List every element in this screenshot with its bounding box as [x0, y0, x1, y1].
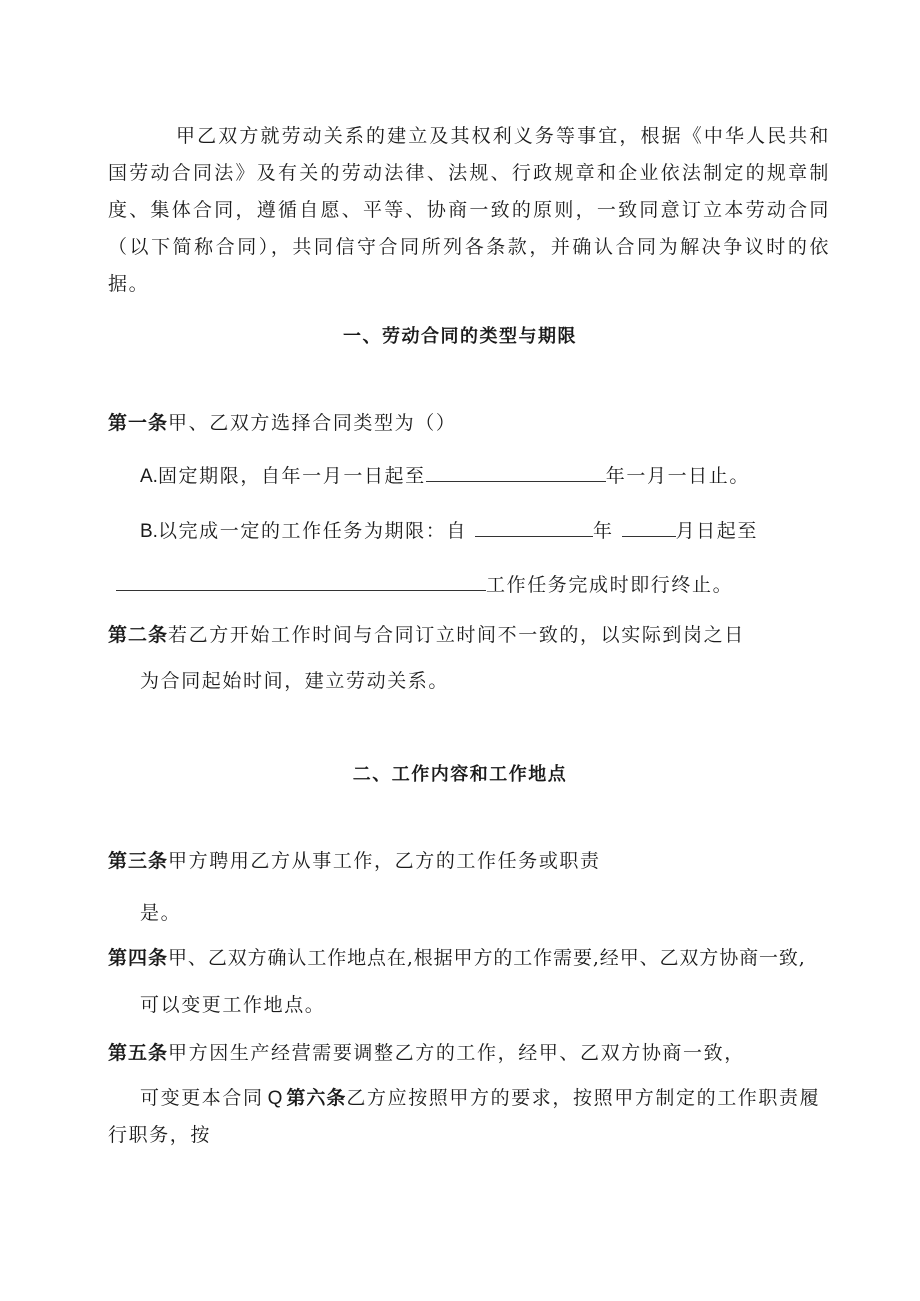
article-1-text: 甲、乙双方选择合同类型为（） [168, 412, 457, 434]
article-5-cont [108, 1080, 830, 1154]
article-3-cont: 是。 [140, 902, 182, 924]
article-4-label: 第四条 [108, 947, 169, 969]
article-5-label: 第五条 [108, 1042, 169, 1064]
option-b-text-4: 工作任务完成时即行终止。 [486, 574, 734, 596]
article-4-cont: 可以变更工作地点。 [140, 994, 326, 1016]
section-2-heading: 二、工作内容和工作地点 [352, 764, 568, 785]
article-3-label: 第三条 [108, 850, 169, 872]
article-6-text: 乙方应按照甲方的要求，按照甲方制定的工作职责履行职务，按 [108, 1087, 821, 1146]
option-b-text-2: 年 [592, 520, 614, 542]
option-a-blank[interactable] [426, 463, 606, 482]
article-2-label: 第二条 [108, 624, 169, 646]
article-4 [108, 943, 806, 970]
article-2-text: 若乙方开始工作时间与合同订立时间不一致的，以实际到岗之日 [168, 624, 745, 646]
intro-paragraph: 甲乙双方就劳动关系的建立及其权利义务等事宜，根据《中华人民共和国劳动合同法》及有关的劳动法律、法规、行政规章和企业依法制定的规章制度、集体合同，遵循自愿、平等、协商一致的原则，一致同意订立本劳动合同（以下简称合同），共同信守合同所列各条款，并确认合同为解决争议时的依据。 [108, 125, 830, 295]
article-5 [108, 1038, 745, 1065]
option-a-text-2: 年一月一日止。 [605, 465, 750, 487]
option-b-text-3: 月日起至 [675, 520, 758, 542]
article-3 [108, 846, 601, 873]
article-2 [108, 620, 745, 647]
section-1-heading: 一、劳动合同的类型与期限 [343, 326, 577, 347]
article-1 [108, 408, 456, 435]
article-1-label: 第一条 [108, 412, 169, 434]
option-a-text-1: 固定期限，自年一月一日起至 [157, 465, 426, 487]
option-b-month-blank[interactable] [622, 518, 676, 537]
article-1-option-b [140, 516, 758, 543]
article-4-text: 甲、乙双方确认工作地点在,根据甲方的工作需要,经甲、乙双方协商一致, [168, 947, 806, 969]
article-5-q-mark: Q [267, 1088, 283, 1109]
option-b-year-blank[interactable] [475, 518, 593, 537]
article-1-option-a [140, 461, 750, 488]
option-a-letter: A. [140, 466, 158, 487]
article-6-label: 第六条 [286, 1087, 347, 1109]
article-2-cont: 为合同起始时间，建立劳动关系。 [140, 670, 450, 692]
option-b-task-blank[interactable] [116, 572, 486, 591]
article-5-cont-pre: 可变更本合同 [140, 1087, 264, 1109]
article-1-option-b-cont [116, 570, 733, 597]
option-b-text-1: 以完成一定的工作任务为期限：自 [157, 520, 467, 542]
option-b-letter: B. [140, 521, 158, 542]
article-5-text: 甲方因生产经营需要调整乙方的工作，经甲、乙双方协商一致， [168, 1042, 745, 1064]
article-3-text: 甲方聘用乙方从事工作，乙方的工作任务或职责 [168, 850, 601, 872]
